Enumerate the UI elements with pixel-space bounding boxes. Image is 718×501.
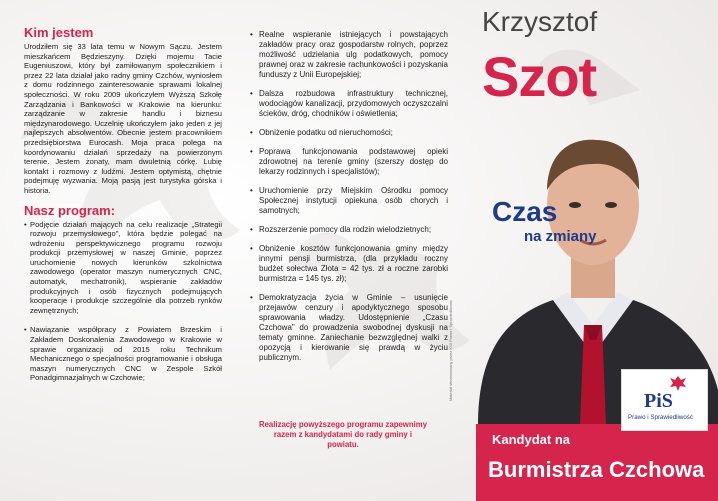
left-column (24, 26, 222, 393)
program-item: • Demokratyzacja życia w Gminie – usunięcie przejawów cenzury i apodyktycznego sposobu sprawowania władzy. Udostępnienie „Czasu Czchowa" do prowadzenia swobodnej dyskusji na tematy gminne. Zaniechanie bezwzględnej walki z opozycją i kierowanie się prawdą w życiu publicznym. (250, 293, 448, 363)
program-item: • Poprawa funkcjonowania podstawowej opieki zdrowotnej na terenie gminy (szerszy dostęp do lekarzy rodzinnych i specjalistów); (250, 147, 448, 177)
party-logo (621, 369, 708, 431)
program-item: • Nawiązanie współpracy z Powiatem Brzeskim i Zakładem Doskonalenia Zawodowego w Krakowie w sprawie organizacji od 2015 roku Technikum Mechanicznego o specjalności programowanie i obsługa maszyn numerycznych CNC w Zespole Szkół Ponadgimnazjalnych w Czchowie; (24, 325, 222, 383)
slogan-line-1: Czas (492, 196, 558, 227)
slogan-line-2: na zmiany (524, 228, 597, 245)
candidate-last-name: Szot (482, 45, 597, 108)
program-closing: Realizację powyższego programu zapewnimy razem z kandydatami do rady gminy i powiatu. (258, 420, 428, 449)
program-item: • Dalsza rozbudowa infrastruktury technicznej, wodociągów kanalizacji, przydomowych oczyszczalni ścieków, dróg, chodników i oświetlenia; (250, 89, 448, 119)
program-item: • Obniżenie podatku od nieruchomości; (250, 128, 448, 138)
program-item: • Obniżenie kosztów funkcjonowania gminy między innymi pensji burmistrza, (dla przykładu roczny budżet sołectwa Złota = 42 tys. zł a roczne zarobki burmistrza = 145 tys. zł); (250, 244, 448, 284)
banner-line-2: Burmistrza Czchowa (488, 457, 705, 482)
candidate-first-name: Krzysztof (482, 6, 598, 37)
banner-line-1: Kandydat na (492, 432, 571, 447)
middle-column (250, 30, 448, 372)
program-item: • Realne wspieranie istniejących i powstających zakładów pracy oraz gospodarstw rolnych, poprzez możliwość udzielania ulg podatkowych, pomocy prawnej oraz w zakresie rachunkowości i pozyskania funduszy z Unii Europejskiej; (250, 30, 448, 80)
program-item: • Podjęcie działań mających na celu realizacje „Strategii rozwoju przemysłowego", która będzie polegać na wdrożeniu perspektywicznego programu rozwoju produkcji przemysłowej w naszej Gminie, poprzez uruchomienie nowych kierunków szkolnictwa zawodowego (operator maszyn numerycznych CNC, automatyk, mechatronik), wspieranie zakładów produkcyjnych i osób fizycznych podejmujących kooperacje i produkcje szczególnie dla potrzeb rynków zewnętrznych; (24, 220, 222, 316)
candidate-banner (476, 424, 718, 501)
program-list-right (250, 30, 448, 363)
party-logo-subtitle: Prawo i Sprawiedliwość (628, 414, 693, 421)
program-heading: Nasz program: (24, 202, 116, 218)
disclaimer-text: Materiał sfinansowany przez KW Prawo i Sprawiedliwość (448, 300, 453, 402)
program-item: • Rozszerzenie pomocy dla rodzin wielodzietnych; (250, 225, 448, 235)
program-item: • Uruchomienie przy Miejskim Ośrodku pomocy Społecznej instytucji opiekuna osób chorych i samotnych; (250, 186, 448, 216)
party-logo-letters: PiS (644, 390, 673, 412)
about-heading: Kim jestem (24, 25, 94, 40)
about-text: Urodziłem się 33 lata temu w Nowym Sączu. Jestem mieszkańcem Będzieszyny. Dzięki mojemu Tacie Eugeniuszowi, który był zamiłowanym społecznikiem i przez 22 lata działał jako radny gminy Czchów, wyniosłem z domu rodzinnego zainteresowanie sprawami lokalnej społeczności. W roku 2009 ukończyłem Wyższą Szkołę Zarządzania i Bankowości w Krakowie na kierunku: zarządzanie w zakresie handlu i biznesu międzynarodowego. Uczelnię ukończyłem jako jeden z jej najlepszych absolwentów. Obecnie jestem pracownikiem przedsiębiorstwa Eurocash. Moja praca polega na koordynowaniu działań sprzedaży na powierzonym terenie. Jestem żonaty, mam dwuletnią córkę. Lubię kontakt i rozmowy z ludźmi. Jestem optymistą, chętnie podejmuję wyzwania. Moją pasją jest turystyka górska i historia. (24, 42, 222, 195)
program-list-left (24, 220, 222, 384)
